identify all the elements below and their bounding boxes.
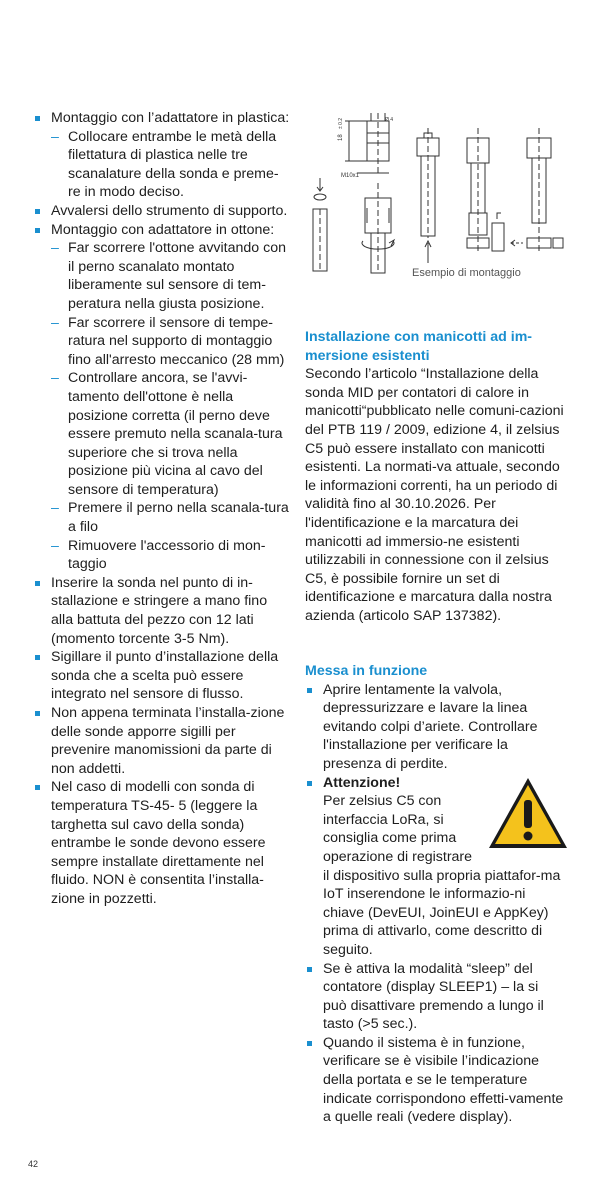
install-steps-list	[33, 109, 291, 909]
diameter-label: Ø 4	[385, 117, 394, 123]
sub-list-item: – Collocare entrambe le metà della filettatura di plastica nelle tre scanalature della sonda e preme-re in modo deciso.	[51, 128, 291, 202]
warning-label: Attenzione!	[323, 774, 401, 791]
list-item: Se è attiva la modalità “sleep” del contatore (display SLEEP1) – la si può disattivare premendo a lungo il tasto (>5 sec.).	[305, 960, 565, 1034]
left-column	[33, 109, 291, 909]
dimension-label: 18	[338, 134, 344, 141]
probe-assembly-2	[417, 128, 439, 263]
sub-list-item: – Far scorrere il sensore di tempe-ratura nel supporto di montaggio fino all'arresto meccanico (28 mm)	[51, 314, 291, 370]
warning-icon	[487, 776, 569, 850]
thread-label: M10x1	[341, 173, 360, 179]
list-item: Aprire lentamente la valvola, depressurizzare e lavare la linea evitando colpi d’ariete. Controllare l'installazione per verificare la presenza di perdite.	[305, 681, 565, 774]
probe-detail-1	[345, 113, 389, 173]
section-commissioning	[305, 662, 565, 1127]
mounting-diagram	[305, 113, 565, 288]
sub-list-item: – Rimuovere l'accessorio di mon-taggio	[51, 537, 291, 574]
sub-list-item: – Far scorrere l'ottone avvitando con il perno scanalato montato liberamente sul sensore di tem-peratura nella giusta posizione.	[51, 239, 291, 313]
section-body: Secondo l’articolo “Installazione della sonda MID per contatori di calore in manicotti“pubblicato nelle comuni-cazioni del PTB 119 / 2009, edizione 4, il zelsius C5 può essere installato con manicotti esistenti. La normati-va attuale, secondo le informazioni correnti, ha un periodo di validità fino al 30.10.2026. Per l'identificazione e la marcatura dei manicotti ad immersio-ne esistenti utilizzabili in connessione con il zelsius C5, è possibile fornire un set di identificazione e marcatura dalla nostra azienda (articolo SAP 137382).	[305, 366, 564, 624]
sub-list-item: – Controllare ancora, se l'avvi-tamento dell'ottone è nella posizione corretta (il perno deve essere premuto nella scanala-tura superiore che si trova nella posizione più vicina al cavo del sensore di temperatura)	[51, 369, 291, 499]
probe-assembly-4	[511, 128, 563, 253]
list-item: Inserire la sonda nel punto di in-stallazione e stringere a mano fino alla battuta del pezzo con 12 lati (momento torcente 3-5 Nm).	[33, 574, 291, 648]
warning-text: Per zelsius C5 con interfaccia LoRa, si consiglia come prima operazione di registrare il dispositivo sulla propria piattafor-ma IoT inserendone le informazio-ni chiave (DevEUI, JoinEUI e AppKey) prima di attivarlo, come descritto di seguito.	[323, 793, 561, 958]
commissioning-list	[305, 681, 565, 1127]
list-item: Montaggio con adattatore in ottone: – Far scorrere l'ottone avvitando con il perno scanalato montato liberamente sul sensore di tem-peratura nella giusta posizione. – Far scorrere il sensore di tempe-ratura nel supporto di montaggio fino all'arresto meccanico (28 mm) – Controllare ancora, se l'avvi-tamento dell'ottone è nella posizione corretta (il perno deve essere premuto nella scanala-tura superiore che si trova nella posizione più vicina al cavo del sensore di temperatura) – Premere il perno nella scanala-tura a filo – Rimuovere l'accessorio di mon-taggio	[33, 221, 291, 574]
sub-list-item: – Premere il perno nella scanala-tura a filo	[51, 499, 291, 536]
list-item: Nel caso di modelli con sonda di temperatura TS-45- 5 (leggere la targhetta sul cavo della sonda) entrambe le sonde devono essere sempre installate direttamente nel fluido. NON è consentita l’installa-zione in pozzetti.	[33, 778, 291, 908]
list-item: Sigillare il punto d’installazione della sonda che a scelta può essere integrato nel sensore di flusso.	[33, 648, 291, 704]
tolerance-label: ± 0.2	[338, 117, 344, 129]
section-existing-sleeves	[305, 328, 565, 626]
section-heading: Messa in funzione	[305, 663, 428, 679]
list-item-warning	[305, 774, 565, 960]
figure-caption: Esempio di montaggio	[412, 267, 521, 279]
list-item: Non appena terminata l’installa-zione delle sonde apporre sigilli per prevenire manomissioni da parte di non addetti.	[33, 704, 291, 778]
section-heading: Installazione con manicotti ad im-mersione esistenti	[305, 329, 533, 364]
probe-assembly-3	[467, 128, 504, 253]
list-item: Avvalersi dello strumento di supporto.	[33, 202, 291, 221]
mounting-figure	[305, 113, 565, 288]
page-number: 42	[28, 1159, 39, 1169]
probe-assembly-1	[313, 178, 394, 273]
list-item: Quando il sistema è in funzione, verificare se è visibile l’indicazione della portata e se le temperature indicate corrispondono effetti-vamente a quelle reali (vedere display).	[305, 1034, 565, 1127]
list-item: Montaggio con l’adattatore in plastica: – Collocare entrambe le metà della filettatura di plastica nelle tre scanalature della sonda e preme-re in modo deciso.	[33, 109, 291, 202]
